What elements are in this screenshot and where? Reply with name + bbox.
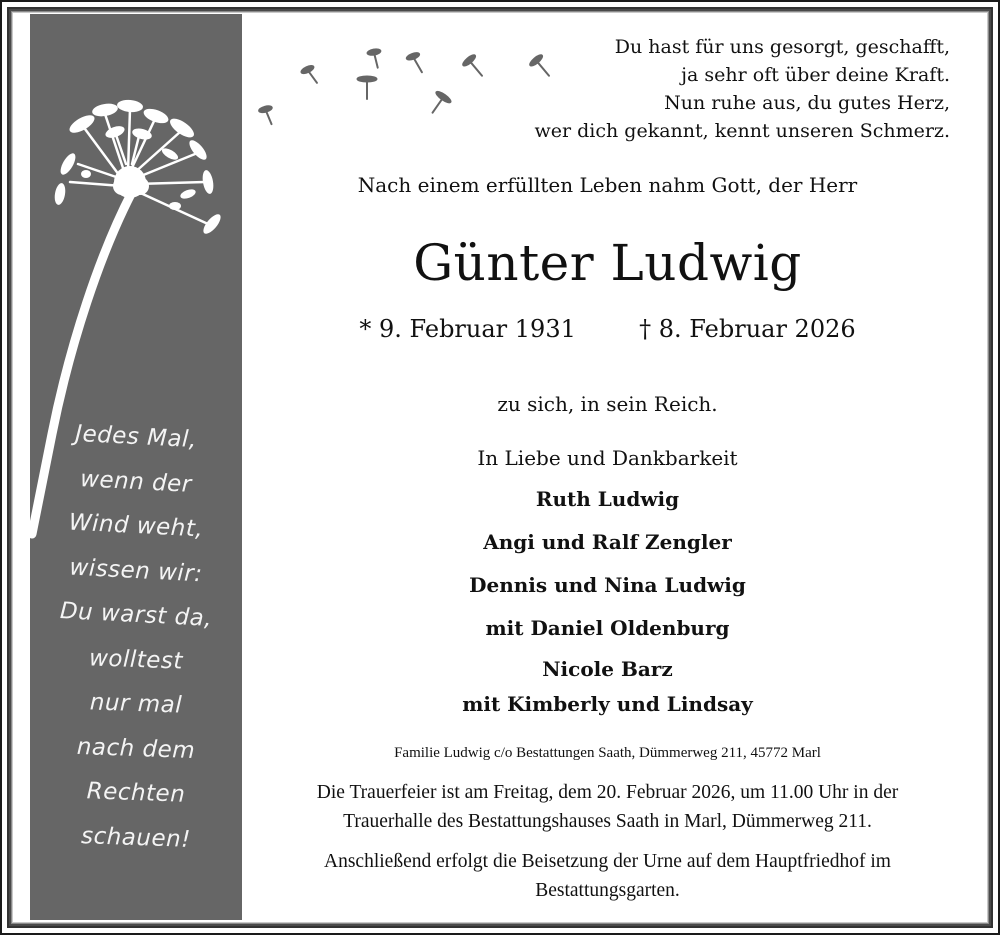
deceased-name: Günter Ludwig: [413, 234, 802, 292]
mourner-name: mit Kimberly und Lindsay: [462, 692, 753, 716]
poem-line: Rechten: [86, 778, 186, 808]
poem-line: wissen wir:: [68, 554, 204, 587]
flying-seeds-icon: [255, 40, 565, 130]
mourner-name: Nicole Barz: [542, 657, 673, 681]
closing-text: zu sich, in sein Reich.: [497, 392, 718, 416]
poem-line: wenn der: [79, 465, 193, 498]
intro-text: Nach einem erfüllten Leben nahm Gott, der Herr: [357, 173, 858, 197]
ceremony-line: Trauerhalle des Bestattungshauses Saath in Marl, Dümmerweg 211.: [343, 811, 872, 832]
ceremony-info: [260, 778, 955, 836]
verse: [535, 33, 951, 145]
burial-line: Bestattungsgarten.: [535, 880, 680, 901]
verse-line: ja sehr oft über deine Kraft.: [681, 64, 950, 86]
burial-info: [260, 847, 955, 905]
ceremony-line: Die Trauerfeier ist am Freitag, dem 20. Februar 2026, um 11.00 Uhr in der: [316, 782, 899, 803]
family-address: Familie Ludwig c/o Bestattungen Saath, Dümmerweg 211, 45772 Marl: [394, 745, 821, 761]
death-date: 8. Februar 2026: [658, 315, 856, 343]
verse-line: Nun ruhe aus, du gutes Herz,: [664, 92, 950, 114]
side-poem: [30, 415, 242, 860]
poem-line: Jedes Mal,: [74, 420, 198, 454]
life-dates: [260, 315, 955, 343]
mourner-name: Ruth Ludwig: [535, 487, 680, 511]
birth-date: 9. Februar 1931: [379, 315, 576, 343]
poem-line: nach dem: [76, 733, 196, 764]
verse-line: Du hast für uns gesorgt, geschafft,: [614, 36, 950, 58]
mourner-name: Dennis und Nina Ludwig: [469, 573, 746, 597]
gratitude-text: In Liebe und Dankbarkeit: [477, 446, 738, 470]
death-cross-icon: †: [639, 315, 652, 343]
poem-line: Du warst da,: [59, 598, 213, 632]
poem-line: nur mal: [89, 689, 183, 719]
poem-line: wolltest: [88, 644, 184, 675]
mourner-name: mit Daniel Oldenburg: [485, 616, 730, 640]
poem-line: schauen!: [80, 822, 192, 853]
verse-line: wer dich gekannt, kennt unseren Schmerz.: [534, 120, 950, 142]
mourner-name: Angi und Ralf Zengler: [483, 530, 732, 554]
poem-line: Wind weht,: [68, 509, 204, 543]
burial-line: Anschließend erfolgt die Beisetzung der Urne auf dem Hauptfriedhof im: [324, 851, 891, 872]
birth-symbol: *: [359, 315, 372, 343]
